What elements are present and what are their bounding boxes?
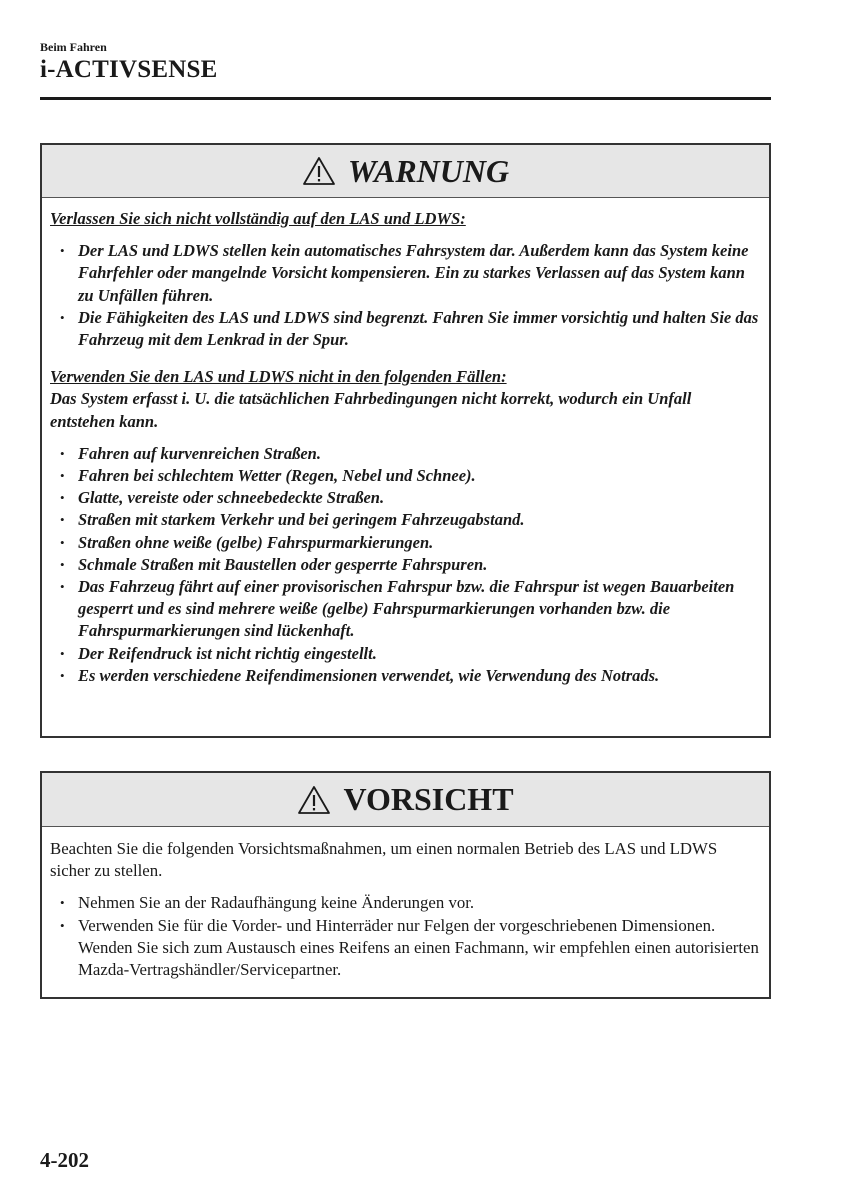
list-item: • Der LAS und LDWS stellen kein automatisches Fahrsystem dar. Außerdem kann das System keine Fahrfehler oder mangelnde Vorsicht kompensieren. Ein zu starkes Verlassen auf das System kann zu Unfällen führen.: [50, 240, 759, 307]
warning-box: [40, 143, 771, 738]
caution-header: [42, 773, 769, 827]
list-item: • Fahren auf kurvenreichen Straßen.: [50, 443, 759, 465]
warning-intro-2: Das System erfasst i. U. die tatsächlichen Fahrbedingungen nicht korrekt, wodurch ein Unfall entstehen kann.: [50, 389, 692, 431]
warning-body: [42, 198, 769, 687]
list-item: • Straßen ohne weiße (gelbe) Fahrspurmarkierungen.: [50, 532, 759, 554]
list-item: • Es werden verschiedene Reifendimensionen verwendet, wie Verwendung des Notrads.: [50, 665, 759, 687]
page-title: i-ACTIVSENSE: [40, 56, 218, 83]
list-item: • Schmale Straßen mit Baustellen oder gesperrte Fahrspuren.: [50, 554, 759, 576]
list-item: • Das Fahrzeug fährt auf einer provisorischen Fahrspur bzw. die Fahrspur ist wegen Bauarbeiten gesperrt und es sind mehrere weiße (gelbe) Fahrspurmarkierungen vorhanden bzw. die Fahrspurmarkierungen sind lückenhaft.: [50, 576, 759, 643]
list-item: • Die Fähigkeiten des LAS und LDWS sind begrenzt. Fahren Sie immer vorsichtig und halten Sie das Fahrzeug mit dem Lenkrad in der Spur.: [50, 307, 759, 351]
list-item: • Glatte, vereiste oder schneebedeckte Straßen.: [50, 487, 759, 509]
list-item: • Fahren bei schlechtem Wetter (Regen, Nebel und Schnee).: [50, 465, 759, 487]
section-label: Beim Fahren: [40, 40, 107, 54]
warning-triangle-icon: [297, 785, 331, 815]
caution-title: VORSICHT: [343, 781, 514, 817]
list-item: • Nehmen Sie an der Radaufhängung keine Änderungen vor.: [50, 892, 759, 914]
warning-subhead-2: Verwenden Sie den LAS und LDWS nicht in den folgenden Fällen:: [50, 367, 507, 387]
caution-box: [40, 771, 771, 999]
warning-triangle-icon: [302, 156, 336, 186]
caution-list: [50, 892, 759, 981]
header-rule: [40, 97, 771, 100]
list-item: • Straßen mit starkem Verkehr und bei geringem Fahrzeugabstand.: [50, 509, 759, 531]
warning-list-2: [50, 443, 759, 687]
list-item: • Verwenden Sie für die Vorder- und Hinterräder nur Felgen der vorgeschriebenen Dimensionen. Wenden Sie sich zum Austausch eines Reifens an einen Fachmann, wir empfehlen einen autorisierten Mazda-Vertragshändler/Servicepartner.: [50, 915, 759, 982]
page-number: 4-202: [40, 1148, 89, 1172]
caution-body: [42, 827, 769, 981]
caution-intro: Beachten Sie die folgenden Vorsichtsmaßnahmen, um einen normalen Betrieb des LAS und LDWS sicher zu stellen.: [50, 839, 718, 881]
warning-list-1: [50, 240, 759, 351]
warning-subhead-1: Verlassen Sie sich nicht vollständig auf den LAS und LDWS:: [50, 209, 466, 228]
list-item: • Der Reifendruck ist nicht richtig eingestellt.: [50, 643, 759, 665]
warning-title: WARNUNG: [347, 152, 510, 189]
warning-header: [42, 145, 769, 198]
